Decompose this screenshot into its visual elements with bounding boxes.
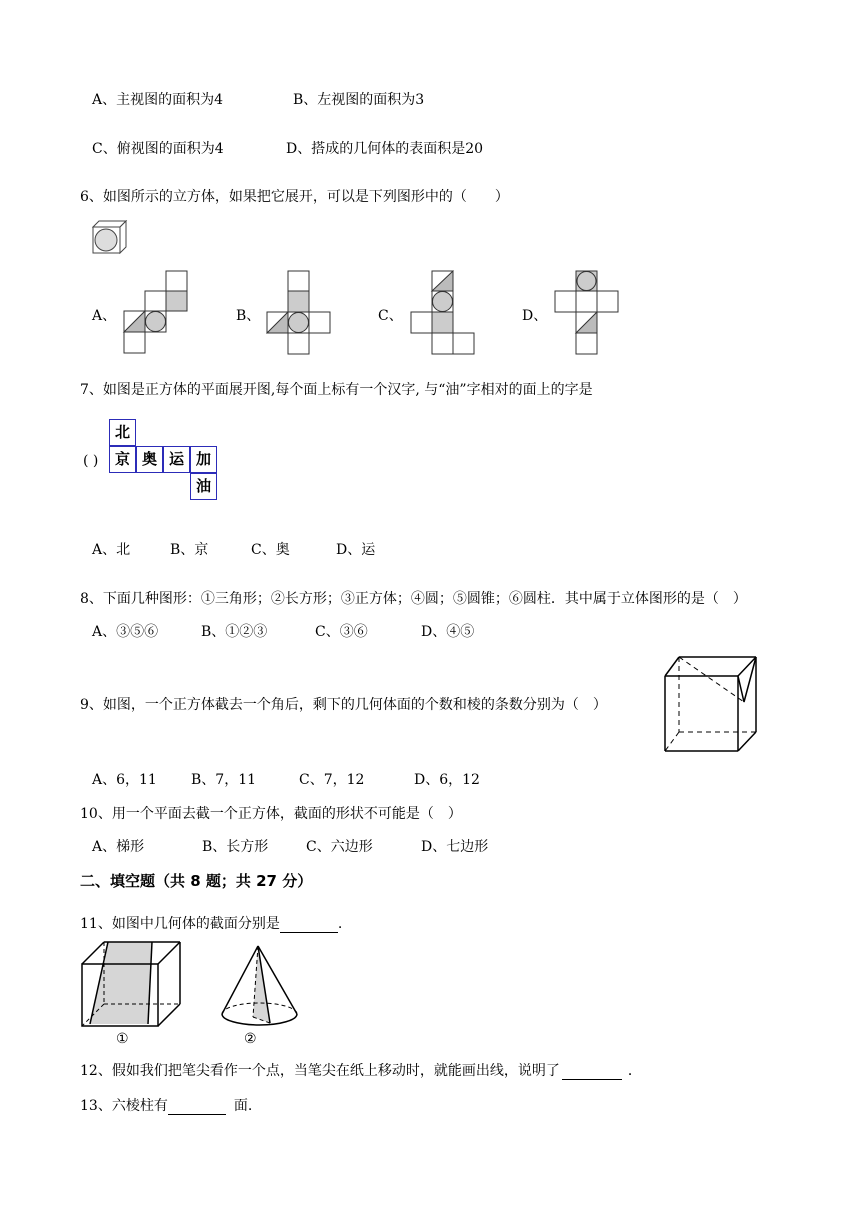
q6-label-d: D、	[522, 308, 548, 324]
q10-option-c: C、六边形	[306, 839, 373, 855]
q6-label-a: A、	[92, 308, 117, 324]
q7-paren: ( )	[83, 453, 99, 469]
q10-option-a: A、梯形	[92, 839, 145, 855]
q13-text: 13、六棱柱有	[80, 1098, 168, 1114]
q12-end: ．	[627, 1063, 642, 1079]
q9-question: 9、如图，一个正方体截去一个角后，剩下的几何体面的个数和棱的条数分别为（ ）	[80, 697, 607, 713]
net-cell-ao: 奥	[136, 446, 163, 473]
q9-option-c: C、7，12	[299, 772, 365, 788]
q9-option-d: D、6，12	[414, 772, 480, 788]
q5-option-d: D、搭成的几何体的表面积是20	[286, 141, 484, 157]
q12-text: 12、假如我们把笔尖看作一个点，当笔尖在纸上移动时，就能画出线，说明了	[80, 1063, 560, 1079]
q6-label-b: B、	[236, 308, 261, 324]
q8-question: 8、下面几种图形：①三角形；②长方形；③正方体；④圆；⑤圆锥；⑥圆柱．其中属于立体图形的是（ ）	[80, 591, 747, 607]
q6-net-b	[266, 270, 334, 356]
q12-answer-blank[interactable]	[562, 1065, 622, 1080]
section-heading-fill-in: 二、填空题（共 8 题；共 27 分）	[80, 872, 313, 890]
q6-question: 6、如图所示的立方体，如果把它展开，可以是下列图形中的（ ）	[80, 189, 509, 205]
q7-question: 7、如图是正方体的平面展开图,每个面上标有一个汉字, 与“油”字相对的面上的字是	[80, 382, 593, 398]
q9-option-a: A、6，11	[92, 772, 157, 788]
q5-option-a: A、主视图的面积为4	[92, 92, 224, 108]
q10-question: 10、用一个平面去截一个正方体，截面的形状不可能是（ ）	[80, 806, 462, 822]
net-cell-yun: 运	[163, 446, 190, 473]
net-cell-you: 油	[190, 473, 217, 500]
q8-option-c: C、③⑥	[315, 624, 368, 640]
net-cell-jia: 加	[190, 446, 217, 473]
q5-option-c: C、俯视图的面积为4	[92, 141, 224, 157]
q8-option-a: A、③⑤⑥	[92, 624, 159, 640]
q7-option-a: A、北	[92, 542, 131, 558]
q11-cube-section-figure	[80, 940, 182, 1028]
q6-cube-figure	[92, 220, 128, 254]
q11-cone-section-figure	[220, 944, 300, 1028]
q12-question	[80, 1062, 642, 1080]
q13-question	[80, 1097, 252, 1115]
q11-question	[80, 915, 342, 933]
q9-cut-cube-figure	[664, 654, 760, 754]
q6-net-a	[122, 270, 192, 356]
q6-net-c	[408, 270, 476, 356]
q6-net-d	[554, 270, 622, 356]
net-cell-jing: 京	[109, 446, 136, 473]
q13-answer-blank[interactable]	[168, 1100, 226, 1115]
q9-option-b: B、7，11	[191, 772, 257, 788]
net-cell-bei: 北	[109, 419, 136, 446]
q8-option-b: B、①②③	[201, 624, 268, 640]
q10-option-d: D、七边形	[421, 839, 489, 855]
q11-answer-blank[interactable]	[280, 918, 338, 933]
q7-option-c: C、奥	[251, 542, 290, 558]
q10-option-b: B、长方形	[202, 839, 269, 855]
q13-end: 面.	[233, 1098, 253, 1114]
q11-text: 11、如图中几何体的截面分别是	[80, 916, 280, 932]
q7-option-b: B、京	[170, 542, 209, 558]
q11-fig-label-2: ②	[244, 1031, 257, 1047]
q5-option-b: B、左视图的面积为3	[293, 92, 425, 108]
q7-option-d: D、运	[336, 542, 376, 558]
q11-end: .	[337, 916, 343, 932]
q8-option-d: D、④⑤	[421, 624, 475, 640]
q11-fig-label-1: ①	[116, 1031, 129, 1047]
q6-label-c: C、	[378, 308, 403, 324]
